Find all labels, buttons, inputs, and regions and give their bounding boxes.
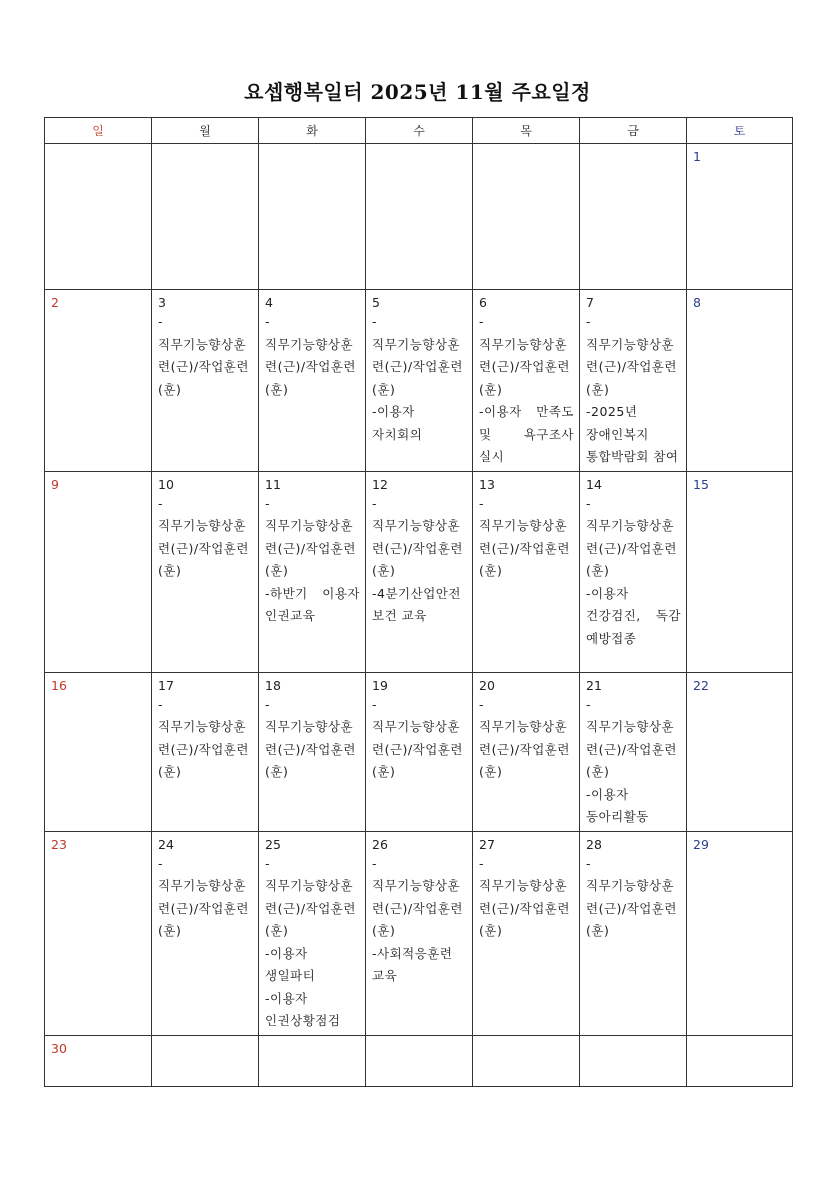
day-cell xyxy=(45,290,152,472)
event-item: -직무기능향상훈련(근)/작업훈련(훈) xyxy=(158,855,249,938)
event-item: -직무기능향상훈련(근)/작업훈련(훈) xyxy=(158,495,249,578)
day-cell xyxy=(152,290,259,472)
day-cell xyxy=(366,144,473,290)
day-cell xyxy=(687,672,793,831)
event-item: -직무기능향상훈련(근)/작업훈련(훈) xyxy=(265,855,356,938)
day-cell xyxy=(687,831,793,1035)
day-number: 18 xyxy=(265,677,281,693)
event-item: -이용자 만족도 및 욕구조사 실시 xyxy=(479,404,574,464)
day-number: 7 xyxy=(586,295,594,310)
day-number: 28 xyxy=(586,836,602,852)
day-number: 4 xyxy=(265,295,273,310)
day-number: 6 xyxy=(479,295,487,310)
day-cell xyxy=(152,672,259,831)
day-cell xyxy=(259,144,366,290)
weekday-header-monday: 월 xyxy=(152,118,259,144)
event-item: -이용자 자치회의 xyxy=(372,404,423,442)
day-cell xyxy=(366,290,473,472)
day-cell xyxy=(259,290,366,472)
day-number: 20 xyxy=(479,677,495,693)
week-row xyxy=(45,290,793,472)
day-number: 19 xyxy=(372,677,388,693)
event-item: -직무기능향상훈련(근)/작업훈련(훈) xyxy=(265,495,356,578)
day-cell xyxy=(687,471,793,672)
day-cell xyxy=(580,290,687,472)
event-item: -직무기능향상훈련(근)/작업훈련(훈) xyxy=(479,314,570,397)
event-item: -이용자 인권상황점검 xyxy=(265,990,341,1028)
day-number: 26 xyxy=(372,836,388,852)
day-cell xyxy=(687,144,793,290)
week-row xyxy=(45,144,793,290)
event-item: -직무기능향상훈련(근)/작업훈련(훈) xyxy=(158,696,249,779)
day-number: 30 xyxy=(51,1040,67,1056)
weekday-header-sunday: 일 xyxy=(45,118,152,144)
day-cell xyxy=(45,144,152,290)
weekday-header-wednesday: 수 xyxy=(366,118,473,144)
day-number: 15 xyxy=(693,476,709,492)
event-item: -이용자 생일파티 xyxy=(265,945,316,983)
day-cell xyxy=(152,831,259,1035)
day-number: 13 xyxy=(479,476,495,492)
day-number: 5 xyxy=(372,295,380,310)
day-cell xyxy=(259,831,366,1035)
event-item: -직무기능향상훈련(근)/작업훈련(훈) xyxy=(479,855,570,938)
day-cell xyxy=(366,1035,473,1086)
event-item: -이용자 건강검진, 독감 예방접종 xyxy=(586,585,681,646)
day-number: 22 xyxy=(693,677,709,693)
event-item: -직무기능향상훈련(근)/작업훈련(훈) xyxy=(586,696,677,779)
day-cell xyxy=(45,471,152,672)
day-number: 12 xyxy=(372,476,388,492)
weekday-header-friday: 금 xyxy=(580,118,687,144)
day-number: 10 xyxy=(158,476,174,492)
event-item: -직무기능향상훈련(근)/작업훈련(훈) xyxy=(372,696,463,779)
weekday-header-tuesday: 화 xyxy=(259,118,366,144)
day-cell xyxy=(473,144,580,290)
event-item: -직무기능향상훈련(근)/작업훈련(훈) xyxy=(265,696,356,779)
event-item: -직무기능향상훈련(근)/작업훈련(훈) xyxy=(265,314,356,397)
event-item: -직무기능향상훈련(근)/작업훈련(훈) xyxy=(586,314,677,397)
day-cell xyxy=(580,831,687,1035)
day-number: 2 xyxy=(51,295,59,310)
weekday-header-saturday: 토 xyxy=(687,118,793,144)
day-cell xyxy=(687,1035,793,1086)
day-cell xyxy=(152,1035,259,1086)
day-cell xyxy=(152,144,259,290)
event-item: -직무기능향상훈련(근)/작업훈련(훈) xyxy=(158,314,249,397)
day-cell xyxy=(152,471,259,672)
day-cell xyxy=(473,471,580,672)
day-cell xyxy=(366,471,473,672)
event-item: -직무기능향상훈련(근)/작업훈련(훈) xyxy=(372,495,463,578)
day-cell xyxy=(473,290,580,472)
day-number: 25 xyxy=(265,836,281,852)
event-item: -직무기능향상훈련(근)/작업훈련(훈) xyxy=(586,855,677,938)
day-number: 9 xyxy=(51,476,59,492)
event-item: -직무기능향상훈련(근)/작업훈련(훈) xyxy=(372,855,463,938)
day-cell xyxy=(45,672,152,831)
day-number: 21 xyxy=(586,677,602,693)
day-number: 17 xyxy=(158,677,174,693)
day-cell xyxy=(580,1035,687,1086)
week-row xyxy=(45,672,793,831)
event-item: -직무기능향상훈련(근)/작업훈련(훈) xyxy=(479,696,570,779)
day-cell xyxy=(687,290,793,472)
event-item: -4분기산업안전보건 교육 xyxy=(372,585,461,623)
day-cell xyxy=(473,1035,580,1086)
calendar-table xyxy=(44,117,793,1087)
event-item: -하반기 이용자 인권교육 xyxy=(265,585,360,623)
week-row xyxy=(45,831,793,1035)
event-item: -이용자 동아리활동 xyxy=(586,786,649,824)
day-number: 11 xyxy=(265,476,281,492)
day-cell xyxy=(473,831,580,1035)
day-number: 8 xyxy=(693,295,701,310)
day-number: 29 xyxy=(693,836,709,852)
day-cell xyxy=(580,672,687,831)
day-cell xyxy=(473,672,580,831)
day-number: 14 xyxy=(586,476,602,492)
day-cell xyxy=(366,831,473,1035)
day-cell xyxy=(45,1035,152,1086)
weekday-header-thursday: 목 xyxy=(473,118,580,144)
day-number: 1 xyxy=(693,149,701,164)
day-cell xyxy=(580,471,687,672)
page-title: 요셉행복일터 2025년 11월 주요일정 xyxy=(244,80,591,104)
weekday-header-row xyxy=(45,118,793,144)
day-number: 23 xyxy=(51,836,67,852)
day-number: 3 xyxy=(158,295,166,310)
day-cell xyxy=(45,831,152,1035)
event-item: -직무기능향상훈련(근)/작업훈련(훈) xyxy=(586,495,677,578)
day-number: 16 xyxy=(51,677,67,693)
day-cell xyxy=(259,471,366,672)
day-number: 27 xyxy=(479,836,495,852)
week-row xyxy=(45,471,793,672)
event-item: -사회적응훈련 교육 xyxy=(372,945,453,983)
day-cell xyxy=(366,672,473,831)
event-item: -직무기능향상훈련(근)/작업훈련(훈) xyxy=(479,495,570,578)
day-cell xyxy=(580,144,687,290)
day-cell xyxy=(259,1035,366,1086)
day-number: 24 xyxy=(158,836,174,852)
day-cell xyxy=(259,672,366,831)
calendar-body xyxy=(45,144,793,1087)
week-row xyxy=(45,1035,793,1086)
event-item: -직무기능향상훈련(근)/작업훈련(훈) xyxy=(372,314,463,397)
event-item: -2025년 장애인복지 통합박람회 참여 xyxy=(586,404,679,464)
